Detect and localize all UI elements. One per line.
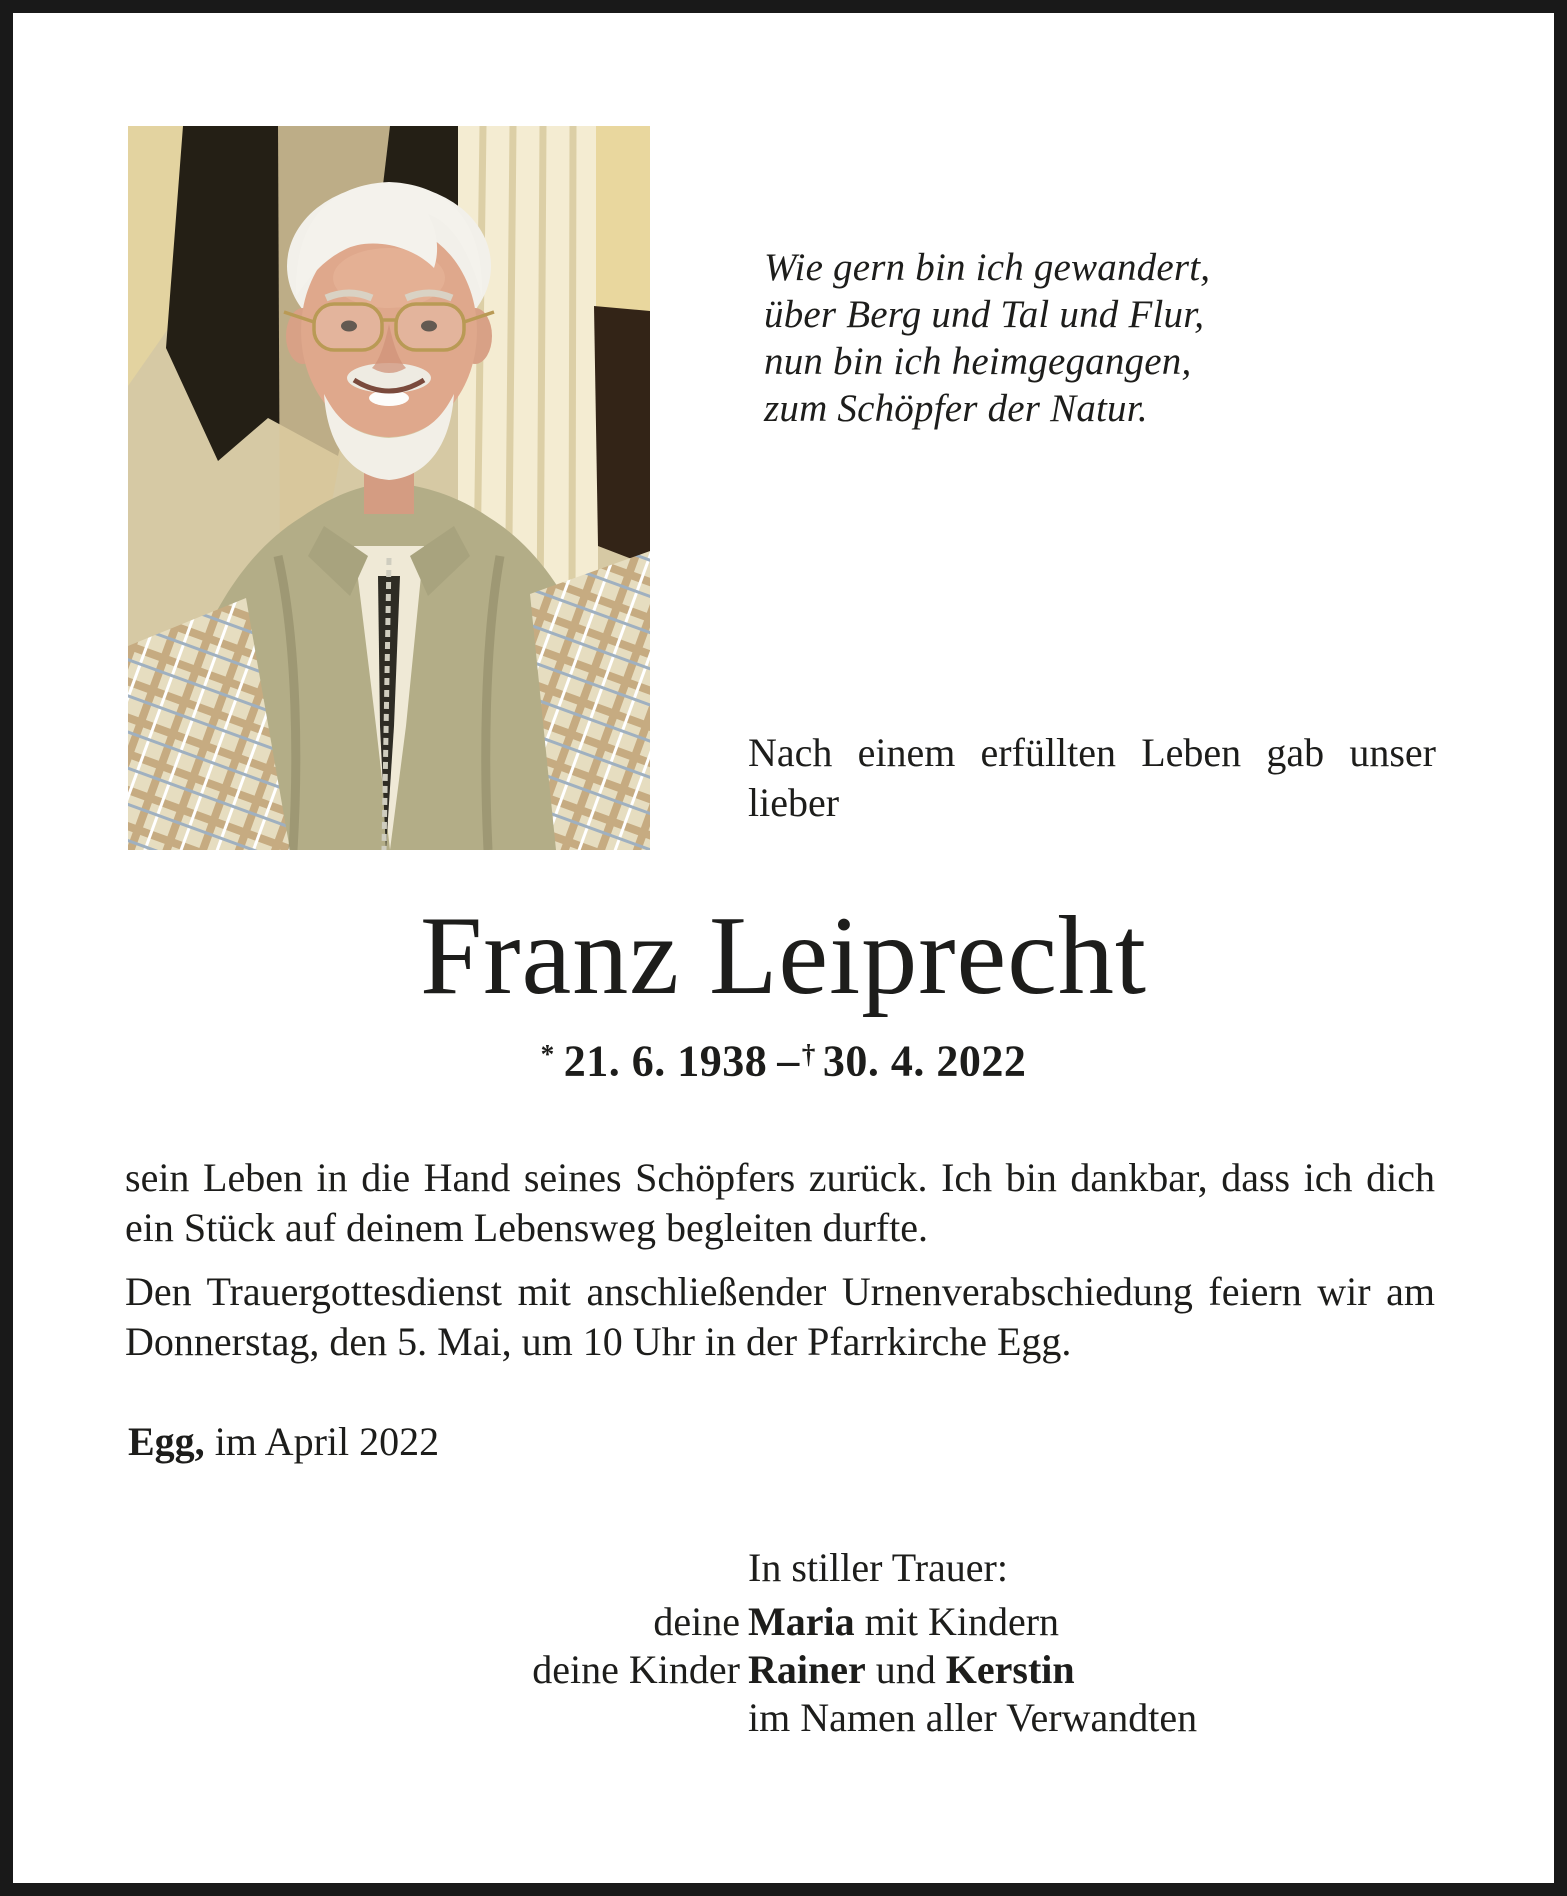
mourning-names-mid: und: [865, 1647, 946, 1692]
poem-line: nun bin ich heimgegangen,: [764, 340, 1192, 383]
death-date: 30. 4. 2022: [822, 1036, 1027, 1086]
mourning-prefix: [300, 1544, 748, 1592]
dates-dash: –: [777, 1036, 800, 1086]
deceased-name: Franz Leiprecht: [419, 894, 1148, 1018]
poem-line: über Berg und Tal und Flur,: [764, 293, 1205, 336]
mourning-prefix: deine: [653, 1599, 740, 1644]
mourner-name: Kerstin: [945, 1647, 1075, 1692]
poem-line: zum Schöpfer der Natur.: [764, 387, 1148, 430]
birth-date: 21. 6. 1938: [563, 1036, 768, 1086]
mourning-final-line: im Namen aller Verwandten: [748, 1695, 1198, 1740]
portrait-illustration: [128, 126, 650, 850]
mourning-header-row: [300, 1544, 1300, 1592]
mourner-name: Maria: [748, 1599, 855, 1644]
birth-star-symbol: *: [540, 1039, 555, 1069]
body-paragraph-farewell: sein Leben in die Hand seines Schöpfers zurück. Ich bin dankbar, dass ich dich ein Stück auf deinem Lebensweg begleiten durfte.: [125, 1155, 1435, 1250]
dateline-rest: im April 2022: [204, 1419, 440, 1464]
mourning-block: [300, 1544, 1300, 1742]
poem-line: Wie gern bin ich gewandert,: [764, 246, 1211, 289]
mourning-names: [748, 1598, 1300, 1646]
mourning-names: [748, 1646, 1300, 1694]
portrait-photo: [128, 126, 650, 850]
poem: [764, 244, 1210, 432]
dateline: [128, 1417, 439, 1467]
mourning-row-maria: [300, 1598, 1300, 1646]
mourning-row-final: [300, 1694, 1300, 1742]
intro-text: Nach einem erfüllten Leben gab unser lieber: [748, 730, 1436, 825]
mourning-prefix: deine Kinder: [532, 1647, 740, 1692]
deceased-dates: [0, 1028, 1567, 1087]
mourning-header: In stiller Trauer:: [748, 1545, 1008, 1590]
body-paragraph-service: Den Trauergottesdienst mit anschließender Urnenverabschiedung feiern wir am Donnerstag, den 5. Mai, um 10 Uhr in der Pfarrkirche Egg.: [125, 1269, 1435, 1364]
body-text: [125, 1153, 1435, 1367]
mourning-prefix: [300, 1694, 748, 1742]
dateline-place: Egg,: [128, 1419, 205, 1464]
mourning-row-kinder: [300, 1646, 1300, 1694]
mourner-name: Rainer: [748, 1647, 866, 1692]
death-dagger-symbol: †: [801, 1039, 816, 1069]
mourning-names-rest: mit Kindern: [854, 1599, 1060, 1644]
